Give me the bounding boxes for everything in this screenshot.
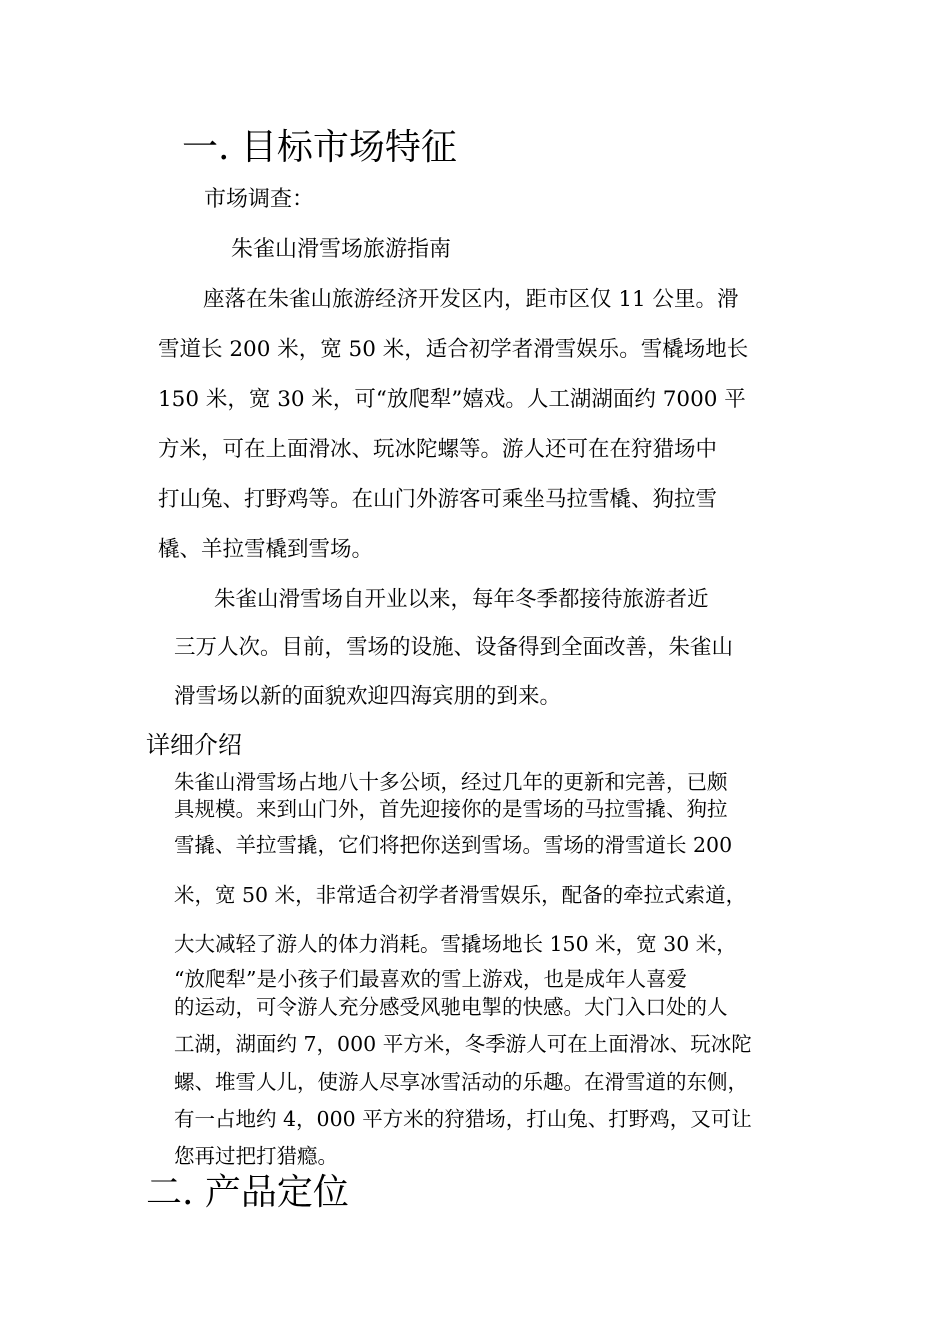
detail-line: 您再过把打猎瘾。 — [174, 1144, 338, 1168]
para1-line: 座落在朱雀山旅游经济开发区内，距市区仅 11 公里。滑 — [203, 287, 739, 312]
detail-line: 大大减轻了游人的体力消耗。雪撬场地长 150 米，宽 30 米， — [174, 932, 737, 956]
detail-line: 具规模。来到山门外，首先迎接你的是雪场的马拉雪撬、狗拉 — [174, 797, 728, 821]
para1-line: 方米，可在上面滑冰、玩冰陀螺等。游人还可在在狩猎场中 — [158, 437, 718, 462]
para2-line: 朱雀山滑雪场自开业以来，每年冬季都接待旅游者近 — [214, 587, 709, 612]
detail-line: 螺、堆雪人儿，使游人尽享冰雪活动的乐趣。在滑雪道的东侧， — [174, 1070, 748, 1094]
detail-line: 的运动，可令游人充分感受风驰电掣的快感。大门入口处的人 — [174, 995, 728, 1019]
section-heading-1: 一. 目标市场特征 — [182, 127, 457, 168]
detail-line: 米，宽 50 米，非常适合初学者滑雪娱乐，配备的牵拉式索道， — [174, 883, 747, 907]
guide-title: 朱雀山滑雪场旅游指南 — [231, 237, 452, 262]
para2-line: 滑雪场以新的面貌欢迎四海宾朋的到来。 — [174, 684, 562, 709]
para1-line: 橇、羊拉雪橇到雪场。 — [158, 537, 374, 562]
detail-heading: 详细介绍 — [146, 731, 242, 759]
detail-line: 朱雀山滑雪场占地八十多公顷，经过几年的更新和完善，已颇 — [174, 770, 728, 794]
para2-line: 三万人次。目前，雪场的设施、设备得到全面改善，朱雀山 — [174, 635, 734, 660]
detail-line: 雪撬、羊拉雪撬，它们将把你送到雪场。雪场的滑雪道长 200 — [174, 833, 733, 857]
para1-line: 150 米，宽 30 米，可“放爬犁”嬉戏。人工湖湖面约 7000 平 — [158, 387, 746, 412]
detail-line: “放爬犁”是小孩子们最喜欢的雪上游戏，也是成年人喜爱 — [174, 967, 687, 991]
subheading-market-survey: 市场调查： — [204, 187, 315, 212]
para1-line: 雪道长 200 米，宽 50 米，适合初学者滑雪娱乐。雪橇场地长 — [158, 337, 749, 362]
section-heading-2: 二. 产品定位 — [146, 1172, 349, 1213]
detail-line: 工湖，湖面约 7，000 平方米，冬季游人可在上面滑冰、玩冰陀 — [174, 1032, 752, 1056]
detail-line: 有一占地约 4，000 平方米的狩猎场，打山兔、打野鸡，又可让 — [174, 1107, 752, 1131]
para1-line: 打山兔、打野鸡等。在山门外游客可乘坐马拉雪橇、狗拉雪 — [158, 487, 718, 512]
